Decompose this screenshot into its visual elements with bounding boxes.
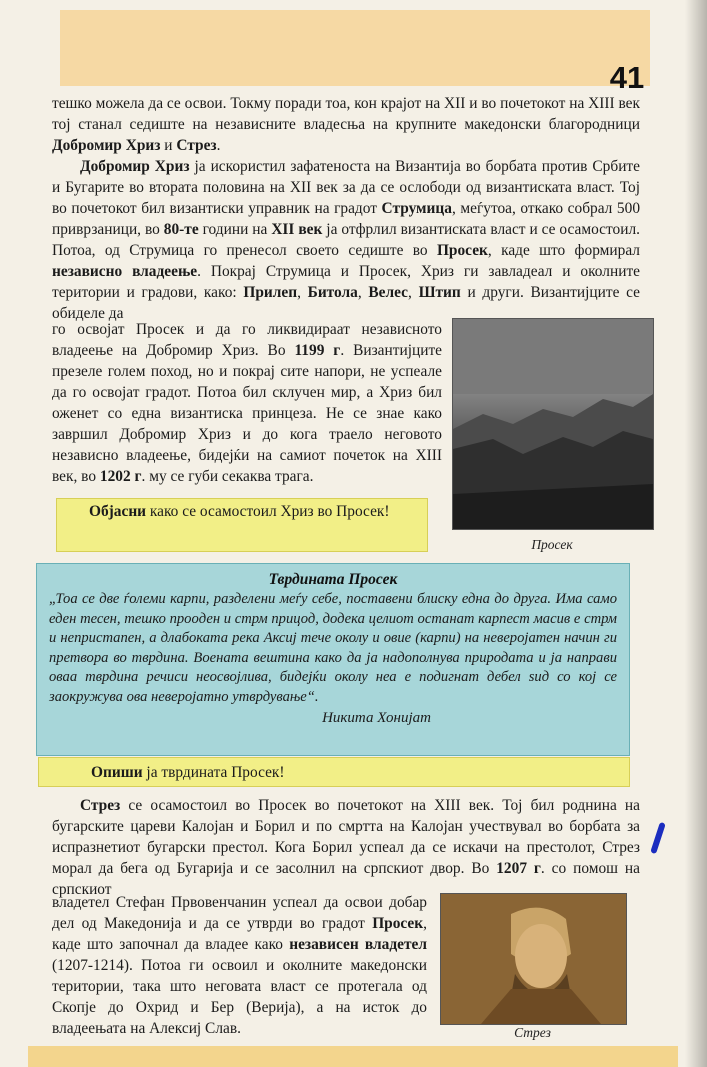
pen-mark: [650, 822, 666, 854]
task-describe: Опиши ја тврдината Просек!: [38, 757, 630, 787]
prosek-landscape-illustration: [453, 319, 653, 529]
header-band: [60, 10, 650, 86]
paragraph-hriz-continued: го освојат Просек и да го ликвидираат независното владеење на Добромир Хриз. Во 1199 г. Византијците презеле голем поход, но и покрај сите напори, не успеале да го освојат градот. Потоа бил склучен мир, а Хриз бил оженет со една византиска принцеза. Не се знае како завршил Добромир Хриз и до кога траело неговото независно владеење, бидејќи на самиот почеток на XIII век, во 1202 г. му се губи секаква трага.: [52, 321, 443, 485]
prosek-caption: Просек: [531, 537, 573, 552]
page-edge-shadow: [685, 0, 707, 1067]
paragraph-intro: тешко можела да се освои. Токму поради тоа, кон крајот на XII и во почетокот на XIII век тој станал седиште на независните владесња на крупните македонски благородници Добромир Хриз и Стрез.: [52, 95, 640, 154]
prosek-photo: [452, 318, 654, 530]
quote-title: Тврдината Просек: [268, 571, 398, 588]
paragraph-strez-continued: владетел Стефан Првовенчанин успеал да освои добар дел од Македонија и да се утврди во градот Просек, каде што започнал да владее како независен владетел (1207-1214). Потоа ги освоил и околните македонски територии, така што неговата власт се протегала од Скопје до Охрид и Бер (Верија), а на исток до владеењата на Алексиј Слав.: [52, 894, 428, 1037]
strez-portrait-illustration: [441, 894, 626, 1024]
footer-band: [28, 1046, 678, 1067]
page-number: 41: [609, 60, 645, 95]
quote-text: „Тоа се две ѓолеми карпи, разделени меѓу себе, поставени блиску една до друга. Има само еден тесен, тешко проoден и стрм прицод, додека целиот останат карпест масив е стрм и непристапен, а длабоката река Аксиј тече околу и овие (карпи) на неверојатен начин ги претвора во тврдина. Воената вештина како да ја надополнува природата и ја направи оваа тврдина речиси неосвојлива, бидејќи околу неа е подигнат дебел ѕид со кој се заокружува ова неверојатно утврдување“.: [49, 591, 617, 705]
strez-caption: Стрез: [514, 1025, 551, 1040]
paragraph-hriz: Добромир Хриз ја искористил зафатеноста на Византија во борбата против Србите и Бугарите во втората половина на XII век за да се ослободи од византиската власт. Тој во почетокот бил византиски управник на градот Струмица, меѓутоа, откако собрал 500 приврзаници, во 80-те години на XII век ја отфрлил византиската власт и се осамостоил. Потоа, од Струмица го пренесол своето седиште во Просек, каде што формирал независно владеење. Покрај Струмица и Просек, Хриз ги завладеал и околните територии и градови, како: Прилеп, Битола, Велес, Штип и други. Византијците се обиделе да: [52, 158, 641, 322]
quote-author: Никита Хонијат: [322, 709, 431, 726]
quote-box: [36, 563, 630, 756]
strez-portrait: [440, 893, 627, 1025]
paragraph-strez: Стрез се осамостоил во Просек во почетокот на XIII век. Тој бил роднина на бугарските цареви Калојан и Борил и по смртта на Калојан учествувал во борбата за испразнетиот бугарски престол. Кога Борил успеал да се искачи на престолот, Стрез морал да бега од Бугарија и се засолнил на српскиот двор. Во 1207 г. со помош на српскиот: [52, 797, 640, 898]
task-explain: Објасни како се осамостоил Хриз во Просек!: [56, 498, 428, 552]
